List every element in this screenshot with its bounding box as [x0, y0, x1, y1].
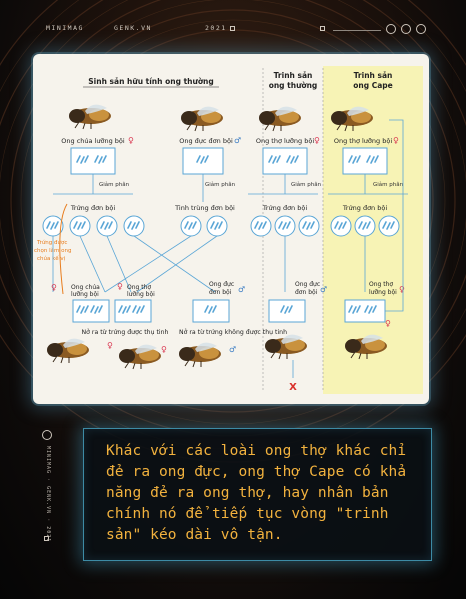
- caption-box: [83, 428, 432, 561]
- topbar-divider: [333, 30, 381, 31]
- male-symbol-2: ♂: [238, 285, 246, 294]
- label-drone: Ong đực đơn bội: [179, 137, 233, 145]
- worker-bee-bottom: [119, 345, 161, 369]
- globe-icon: [401, 24, 411, 34]
- label-worker: Ong thợ lưỡng bội: [255, 137, 315, 145]
- female-symbol-9: ♀: [385, 319, 391, 328]
- label-egg-haploid-2: Trứng đơn bội: [262, 204, 308, 212]
- label-drone3-b: đơn bội: [295, 289, 318, 296]
- label-worker2-a: Ong thợ: [127, 284, 152, 291]
- female-symbol-5: ♀: [117, 282, 123, 291]
- label-worker3-a: Ong thợ: [369, 281, 394, 288]
- meiosis-label-2: Giảm phân: [205, 182, 236, 188]
- label-fertilized: Nở ra từ trứng được thụ tinh: [81, 329, 169, 336]
- label-egg-haploid: Trứng đơn bội: [70, 204, 116, 212]
- male-symbol-4: ♂: [229, 345, 237, 354]
- selected-label-2: chọn làm ong: [34, 248, 72, 254]
- label-drone2-b: đơn bội: [209, 289, 232, 296]
- label-queen2-a: Ong chúa: [71, 284, 100, 291]
- brand-genk: GENK.VN: [114, 24, 152, 32]
- label-worker2-b: lưỡng bội: [127, 291, 155, 298]
- gear-icon: [42, 430, 52, 440]
- label-queen2-b: lưỡng bội: [71, 291, 99, 298]
- queen-bee-image: [69, 105, 111, 129]
- header-sexual: Sinh sản hữu tính ong thường: [88, 77, 214, 86]
- year-label: 2021: [205, 24, 227, 32]
- selected-label-3: chúa kế vị: [37, 256, 66, 262]
- meiosis-label-1: Giảm phân: [99, 182, 130, 188]
- female-symbol: ♀: [128, 136, 134, 145]
- female-symbol-7: ♀: [107, 341, 113, 350]
- meiosis-label-3: Giảm phân: [291, 182, 322, 188]
- grid-icon: [416, 24, 426, 34]
- male-symbol-3: ♂: [320, 285, 328, 294]
- female-symbol-8: ♀: [161, 345, 167, 354]
- square-icon: [230, 26, 235, 31]
- label-worker3-b: lưỡng bội: [369, 289, 397, 296]
- header-parth-normal-2: ong thường: [268, 81, 318, 90]
- queen-bee-bottom: [47, 339, 89, 363]
- square-icon-right: [320, 26, 325, 31]
- female-symbol-4: ♀: [51, 283, 57, 292]
- drone-bee-bottom-2: [265, 335, 307, 359]
- male-symbol: ♂: [234, 136, 242, 145]
- worker-bee-image: [259, 107, 301, 131]
- header-parth-cape-1: Trinh sản: [353, 71, 393, 80]
- drone-bee-image: [181, 107, 223, 131]
- female-symbol-6: ♀: [399, 285, 405, 294]
- diagram-card: [33, 54, 429, 404]
- female-symbol-3: ♀: [393, 136, 399, 145]
- label-queen: Ong chúa lưỡng bội: [61, 137, 125, 145]
- label-cape-worker: Ong thợ lưỡng bội: [333, 137, 393, 145]
- brand-minimag: MINIMAG: [46, 24, 84, 32]
- side-rail-text: MINIMAG · GENK.VN · 2021: [45, 446, 51, 543]
- label-drone3-a: Ong đực: [295, 281, 321, 288]
- header-parth-normal-1: Trinh sản: [273, 71, 313, 80]
- selected-label-1: Trứng được: [37, 240, 68, 246]
- meiosis-label-4: Giảm phân: [373, 182, 404, 188]
- dead-end-cross: X: [289, 382, 297, 393]
- caption-text: Khác với các loài ong thợ khác chỉ đẻ ra ong đực, ong thợ Cape có khả năng đẻ ra ong thợ, hay nhân bản chính nó để tiếp tục vòng "trinh sản" kéo dài vô tận.: [106, 443, 407, 543]
- drone-bee-bottom: [179, 343, 221, 367]
- label-drone2-a: Ong đực: [209, 281, 235, 288]
- header-parth-cape-2: ong Cape: [353, 81, 393, 90]
- label-egg-haploid-3: Trứng đơn bội: [342, 204, 388, 212]
- label-unfertilized: Nở ra từ trứng không được thụ tinh: [178, 329, 288, 336]
- female-symbol-2: ♀: [314, 136, 320, 145]
- top-bar: [0, 24, 466, 38]
- circle-icon: [386, 24, 396, 34]
- label-sperm-haploid: Tinh trùng đơn bội: [175, 204, 235, 212]
- reproduction-diagram: [33, 54, 429, 404]
